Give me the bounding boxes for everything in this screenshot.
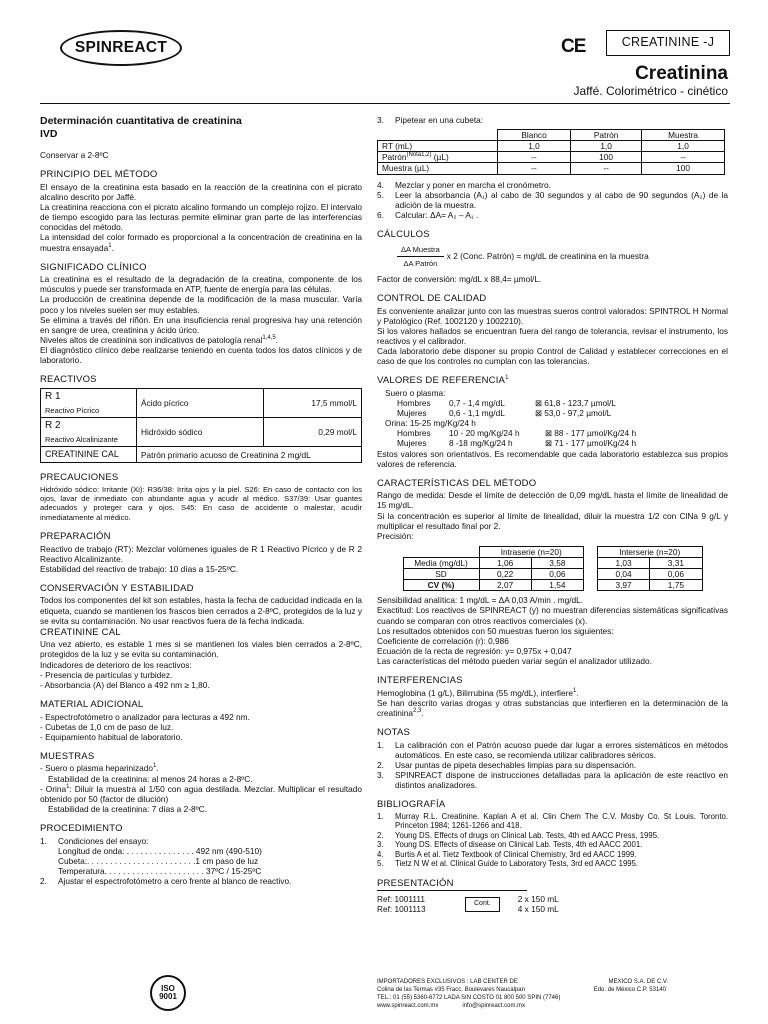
cal-heading: CREATININE CAL: [40, 626, 121, 638]
cubeta-cell: 100: [642, 163, 725, 174]
ref-value: 8 -18 mg/Kg/24 h: [449, 438, 513, 449]
ref-label: Hombres: [397, 428, 431, 439]
resultados: Los resultados obtenidos con 50 muestras fueron los siguientes:: [377, 625, 614, 636]
reactivo-code-cell: [41, 418, 137, 447]
biblio-ref-2: Young DS. Effects of drugs on Clinical Lab. Tests, 4th ed AACC Press, 1995.: [395, 830, 660, 840]
step-5: Leer la absorbancia (A₁) al cabo de 30 segundos y al cabo de 90 segundos (A₂) de la adición de la muestra.: [395, 189, 728, 210]
cubeta-header-patron: Patrón: [571, 130, 642, 141]
table-row: [378, 163, 725, 174]
notas-list: [377, 740, 728, 791]
muestras-item-2-sup: 1: [66, 783, 70, 790]
pres-volume-2: 4 x 150 mL: [517, 904, 559, 915]
logo-text: SPINREACT: [74, 38, 168, 56]
control-p2: Si los valores hallados se encuentran fuera del rango de tolerancia, revisar el instrumento, los reactivos y el calibrador.: [377, 325, 728, 346]
table-row: [41, 418, 362, 447]
presentacion-refs: [377, 894, 465, 914]
procedimiento-list-2: [40, 876, 362, 886]
table-header-row: [378, 130, 725, 141]
correlacion: Coeficiente de correlación (r): 0,986: [377, 635, 509, 646]
steps-list: [377, 115, 728, 125]
preparacion-stability: Estabilidad del reactivo de trabajo: 10 días a 15-25ºC.: [40, 563, 239, 574]
ref-row-hombres-suero: [377, 398, 728, 408]
muestras-item-2: [40, 784, 362, 804]
reactivos-heading: REACTIVOS: [40, 374, 97, 386]
precision-cell: 0,06: [650, 569, 702, 580]
left-column: [40, 115, 362, 886]
cubeta-header-empty: [378, 130, 498, 141]
cubeta-cell: 1,0: [571, 141, 642, 152]
biblio-ref-3: Young DS. Effects of disease on Clinical Lab. Tests, 4th ed AACC 2001.: [395, 840, 643, 850]
significado-p2: La producción de creatinina depende de la modificación de la masa muscular. Varía poco y los niveles suelen ser muy estables.: [40, 294, 362, 315]
ref-value-si: ⊠ 53,0 - 97,2 µmol/L: [535, 408, 612, 419]
conservacion-text: Todos los componentes del kit son estables, hasta la fecha de caducidad indicada en la etiqueta, cuando se mantienen los frascos bien cerrados a 2-8ºC, protegidos de la luz y se evita su contaminación. No usar reactivos fuera de la fecha indicada.: [40, 595, 362, 626]
reactivo-comp: Patrón primario acuoso de Creatinina 2 mg/dL: [137, 447, 362, 463]
doc-title-line-2: IVD: [40, 127, 58, 140]
interferencias-p1-sup: 1: [573, 687, 577, 694]
ref-value: 0,7 - 1,4 mg/dL: [449, 398, 505, 409]
ref-value-si: ⊠ 61,8 - 123,7 µmol/L: [535, 398, 616, 409]
list-item: 2. Ajustar el espectrofotómetro a cero frente al blanco de reactivo.: [40, 876, 362, 886]
valores-heading: [377, 375, 728, 387]
principio-p2: La creatinina reacciona con el picrato alcalino formando un complejo rojizo. El intervalo de tiempo escogido para las lecturas permite eliminar gran parte de las interferencias conocidas del método.: [40, 202, 362, 233]
interferencias-p2-text: Se han descrito varias drogas y otras substancias que interfieren en la determinación de la creatinina: [377, 697, 728, 718]
page-subtitle: Jaffé. Colorimétrico - cinético: [573, 84, 728, 98]
footer-phone: TEL.: 01 (55) 5360-6772 LADA SIN COSTO 01 800 500 SPIN (7746): [377, 994, 561, 1001]
cubeta-row-label: [378, 152, 498, 163]
significado-p1: La creatinina es el resultado de la degradación de la creatina, componente de los músculos y puede ser transformada en ATP, fuente de energía para las células.: [40, 274, 362, 295]
precision-cell: 1,75: [650, 580, 702, 591]
muestras-item-1-stability: Estabilidad de la creatinina: al menos 24 horas a 2-8ºC.: [48, 773, 253, 784]
precision-gap: [583, 558, 597, 569]
indicadores-title: Indicadores de deterioro de los reactivos:: [40, 659, 192, 670]
step-6: Calcular: ΔA= A₂ – A₁ .: [395, 209, 479, 220]
footer-row: [377, 987, 728, 995]
biblio-ref-1: Murray R.L. Creatinine. Kaplan A et al. Clin Chem The C.V. Mosby Co. St Louis. Toronto. Princeton 1984; 1261-1266 and 418.: [395, 811, 728, 831]
reactivos-table: [40, 388, 362, 464]
bibliografia-heading: BIBLIOGRAFÍA: [377, 799, 446, 811]
cubeta-cell: --: [498, 163, 571, 174]
control-heading: CONTROL DE CALIDAD: [377, 292, 487, 304]
presentacion-block: [377, 894, 728, 914]
formula-numerator: ΔA Muestra: [397, 245, 444, 257]
nota-1: La calibración con el Patrón acuoso puede dar lugar a errores sistemáticos en métodos automáticos. En este caso, se recomienda utilizar calibradores séricos.: [395, 739, 728, 760]
reactivo-code-cell: [41, 447, 137, 463]
control-p3: Cada laboratorio debe disponer su propio Control de Calidad y establecer correcciones en el caso de que los controles no cumplan con las tolerancias.: [377, 345, 728, 367]
calculation-formula: [397, 245, 728, 268]
footer-email[interactable]: info@spinreact.com.mx: [462, 1002, 526, 1009]
table-row: [41, 388, 362, 417]
bibliografia-list: [377, 812, 728, 869]
valores-heading-sup: 1: [505, 375, 509, 382]
list-item: 5. Tietz N W et al. Clinical Guide to Laboratory Tests, 3rd ed AACC 1995.: [377, 859, 728, 869]
cal-text: Una vez abierto, es estable 1 mes si se mantienen los viales bien cerrados a 2-8ºC, protegidos de la luz y se evita su contaminación.: [40, 639, 362, 660]
caracteristicas-final: Las características del método pueden variar según el analizador utilizado.: [377, 656, 652, 667]
conversion-factor: Factor de conversión: mg/dL x 88,4= µmol/L.: [377, 273, 542, 284]
reactivo-value: 0,29 mol/L: [263, 418, 361, 447]
ref-label: Mujeres: [397, 438, 427, 449]
principio-heading: PRINCIPIO DEL MÉTODO: [40, 169, 158, 181]
indicadores-item-1: - Presencia de partículas y turbidez.: [40, 669, 173, 680]
footer-importer-info: [377, 979, 728, 1011]
proc-step-2: Ajustar el espectrofotómetro a cero frente al blanco de reactivo.: [58, 875, 292, 886]
ref-value-si: ⊠ 71 - 177 µmol/Kg/24 h: [545, 438, 637, 449]
step-4: Mezclar y poner en marcha el cronómetro.: [395, 179, 551, 190]
list-item: 6. Calcular: ΔA= A₂ – A₁ .: [377, 210, 728, 220]
nota-2: Usar puntas de pipeta desechables limpias para su dispensación.: [395, 759, 637, 770]
table-row: [403, 558, 702, 569]
calculos-heading: CÁLCULOS: [377, 228, 430, 240]
table-row: [378, 152, 725, 163]
proc-step-1: Condiciones del ensayo:: [58, 835, 149, 846]
exactitud: Exactitud: Los reactivos de SPINREACT (y) no muestran diferencias sistemáticas significativas cuando se comparan con otros reactivos comerciales (x).: [377, 605, 728, 626]
precision-label: Precisión:: [377, 530, 414, 541]
orina-label: Orina: 15-25 mg/Kg/24 h: [385, 418, 476, 429]
muestras-item-2-label: - Orina: [40, 783, 67, 794]
ref-label: Hombres: [397, 398, 431, 409]
precision-table: [403, 546, 703, 591]
muestras-item-1-text: - Suero o plasma heparinizado: [40, 763, 153, 774]
biblio-ref-4: Burtis A et al. Tietz Textbook of Clinical Chemistry, 3rd ed AACC 1999.: [395, 849, 637, 859]
interferencias-p1-text: Hemoglobina (1 g/L), Bilirrubina (55 mg/dL), interfiere: [377, 687, 573, 698]
reactivo-comp: Hidróxido sódico: [137, 418, 264, 447]
product-code-box: CREATININE -J: [606, 30, 730, 56]
regresion: Ecuación de la recta de regresión: y= 0,975x + 0,047: [377, 645, 572, 656]
ref-1001111: Ref: 1001111: [377, 894, 425, 905]
cubeta-header-blanco: Blanco: [498, 130, 571, 141]
reactivo-code: R 1: [45, 390, 61, 402]
reactivo-code-cell: [41, 388, 137, 417]
valores-note: Estos valores son orientativos. Es recomendable que cada laboratorio establezca sus propios valores de referencia.: [377, 448, 728, 469]
principio-p3: La intensidad del color formado es proporcional a la concentración de creatinina en la muestra ensayada$^1$.: [40, 232, 362, 253]
procedimiento-heading: PROCEDIMIENTO: [40, 822, 123, 834]
ref-value: 0,6 - 1,1 mg/dL: [449, 408, 505, 419]
precision-cell: 1,06: [479, 558, 531, 569]
indicadores-item-2: - Absorbancia (A) del Blanco a 492 nm ≥ 1,80.: [40, 679, 210, 690]
cubeta-header-muestra: Muestra: [642, 130, 725, 141]
material-item-1: - Espectrofotómetro o analizador para lecturas a 492 nm.: [40, 711, 250, 722]
precauciones-heading: PRECAUCIONES: [40, 472, 119, 484]
list-item: 5. Leer la absorbancia (A₁) al cabo de 30 segundos y al cabo de 90 segundos (A₂) de la adición de la muestra.: [377, 189, 728, 210]
precision-cell: 0,22: [479, 569, 531, 580]
precision-cell: 0,04: [597, 569, 649, 580]
muestras-item-1-sup: 1: [153, 763, 157, 770]
significado-p4: Niveles altos de creatinina son indicativos de patología renal$^{1,4,5}$.: [40, 334, 278, 345]
caracteristicas-p1: Rango de medida: Desde el límite de detección de 0,09 mg/dL hasta el límite de linealidad de 15 mg/dL.: [377, 490, 728, 511]
precision-cell: 3,97: [597, 580, 649, 591]
proc-condition-temperature: Temperatura. . . . . . . . . . . . . . . . . . . . . . 37ºC / 15-25ºC: [58, 865, 262, 876]
precision-header-empty: [403, 546, 479, 557]
interferencias-p1: Hemoglobina (1 g/L), Bilirrubina (55 mg/dL), interfiere$^1$.: [377, 687, 579, 698]
precision-cell: 1,03: [597, 558, 649, 569]
precision-cell: 2,07: [479, 580, 531, 591]
spinreact-logo: [60, 30, 182, 66]
muestras-heading: MUESTRAS: [40, 750, 95, 762]
precision-header-intra: Intraserie (n=20): [479, 546, 583, 557]
muestras-item-1: - Suero o plasma heparinizado$^1$.: [40, 763, 159, 774]
precision-row-label: CV (%): [403, 580, 479, 591]
notas-heading: NOTAS: [377, 727, 411, 739]
precision-cell: 3,58: [531, 558, 583, 569]
caracteristicas-p2: Si la concentración es superior al límite de linealidad, diluir la muestra 1/2 con ClNa 9 g/L y multiplicar el resultado final por 2.: [377, 510, 728, 531]
ce-mark-icon: CE: [561, 36, 586, 57]
table-row: [41, 447, 362, 463]
reactivo-comp: Ácido pícrico: [137, 388, 264, 417]
material-item-2: - Cubetas de 1,0 cm de paso de luz.: [40, 721, 174, 732]
cubeta-row-label: Muestra (µL): [378, 163, 498, 174]
patron-sup: (Nota1,2): [406, 152, 432, 159]
formula-fraction: [397, 245, 444, 268]
formula-denominator: ΔA Patrón: [403, 258, 438, 268]
list-item: 4. Mezclar y poner en marcha el cronómetro.: [377, 180, 728, 190]
list-item: 1. Condiciones del ensayo:: [40, 836, 362, 846]
cubeta-cell: --: [642, 152, 725, 163]
suero-label: Suero o plasma:: [385, 387, 446, 398]
right-column: [377, 115, 728, 915]
reactivo-name: Reactivo Alcalinizante: [45, 435, 118, 445]
cubeta-cell: 1,0: [642, 141, 725, 152]
table-row: [403, 580, 702, 591]
list-item: 4. Burtis A et al. Tietz Textbook of Clinical Chemistry, 3rd ed AACC 1999.: [377, 850, 728, 860]
ref-row-hombres-orina: [377, 428, 728, 438]
footer-row: [377, 979, 728, 987]
interferencias-heading: INTERFERENCIAS: [377, 675, 463, 687]
patron-unit: (µL): [433, 152, 449, 163]
procedimiento-list: [40, 836, 362, 846]
page-title: Creatinina: [635, 63, 728, 84]
control-p1: Es conveniente analizar junto con las muestras sueros control valorados: SPINTROL H Normal y Patológico (Ref. 1002120 y 1002210).: [377, 305, 728, 326]
material-heading: MATERIAL ADICIONAL: [40, 698, 144, 710]
footer-importer: IMPORTADORES EXCLUSIVOS : LAB CENTER DE: [377, 979, 518, 985]
ref-value: 10 - 20 mg/Kg/24 h: [449, 428, 520, 439]
precision-cell: 1,54: [531, 580, 583, 591]
footer-state: Edo. de México C.P. 53140: [593, 986, 666, 993]
cubeta-cell: 100: [571, 152, 642, 163]
list-item: 2. Young DS. Effects of drugs on Clinical Lab. Tests, 4th ed AACC Press, 1995.: [377, 831, 728, 841]
significado-p5: El diagnóstico clínico debe realizarse teniendo en cuenta todos los datos clínicos y de laboratorio.: [40, 344, 362, 366]
cubeta-cell: --: [498, 152, 571, 163]
precision-gap: [583, 546, 597, 557]
list-item: 3. SPINREACT dispone de instrucciones detalladas para la aplicación de este reactivo en distintos analizadores.: [377, 769, 728, 791]
list-item: 2. Usar puntas de pipeta desechables limpias para su dispensación.: [377, 760, 728, 770]
footer-row: [377, 1003, 728, 1011]
document-heading: [40, 115, 362, 140]
precision-gap: [583, 569, 597, 580]
cubeta-cell: 1,0: [498, 141, 571, 152]
precauciones-text: Hidróxido sódico: Irritante (Xi): R36/38: Irrita ojos y la piel. S26: En caso de contacto con los ojos, lavar de inmediato con abundante agua y acudir al médico. S37/39: Usar guantes adecuados y proteger cara y ojos. S45: En caso de accidente o malestar, acudir inmediatamente al médico.: [40, 484, 362, 522]
precision-gap: [583, 580, 597, 591]
table-row: [378, 141, 725, 152]
precision-cell: 0,06: [531, 569, 583, 580]
sensibilidad: Sensibilidad analítica: 1 mg/dL = ΔA 0,03 A/min . mg/dL.: [377, 595, 584, 606]
precision-row-label: SD: [403, 569, 479, 580]
conservacion-heading: CONSERVACIÓN Y ESTABILIDAD: [40, 582, 194, 594]
cubeta-row-label: RT (mL): [378, 141, 498, 152]
presentacion-rule: [377, 890, 527, 891]
footer-website[interactable]: www.spinreact.com.mx: [377, 1002, 439, 1009]
material-item-3: - Equipamiento habitual de laboratorio.: [40, 731, 183, 742]
valores-heading-text: VALORES DE REFERENCIA: [377, 375, 506, 387]
nota-3: SPINREACT dispone de instrucciones detalladas para la aplicación de este reactivo en distintos analizadores.: [395, 769, 728, 791]
biblio-ref-5: Tietz N W et al. Clinical Guide to Laboratory Tests, 3rd ed AACC 1995.: [395, 859, 639, 869]
patron-label: Patrón: [382, 152, 407, 163]
interferencias-p2-sup: 2,3: [412, 708, 422, 715]
caracteristicas-heading: CARACTERÍSTICAS DEL MÉTODO: [377, 477, 537, 489]
precision-row-label: Media (mg/dL): [403, 558, 479, 569]
reactivo-name: Reactivo Pícrico: [45, 405, 100, 415]
presentacion-heading: PRESENTACIÓN: [377, 877, 454, 889]
preparacion-text: Reactivo de trabajo (RT): Mezclar volúmenes iguales de R 1 Reactivo Pícrico y de R 2 Reactivo Alcalinizante.: [40, 543, 362, 564]
footer-company: MEXICO S.A. DE C.V.: [608, 979, 668, 985]
ref-label: Mujeres: [397, 408, 427, 419]
cubeta-table: [377, 129, 725, 174]
list-item: 3. Pipetear en una cubeta:: [377, 115, 728, 125]
reactivo-code: CREATININE CAL: [45, 449, 119, 460]
preparacion-heading: PREPARACIÓN: [40, 530, 111, 542]
step-3: Pipetear en una cubeta:: [395, 115, 484, 125]
iso-label: ISO: [161, 984, 175, 993]
table-row: [403, 569, 702, 580]
reactivo-value: 17,5 mmol/L: [263, 388, 361, 417]
doc-title-line-1: Determinación cuantitativa de creatinina: [40, 115, 242, 127]
cubeta-cell: --: [571, 163, 642, 174]
principio-p3-sup: 1: [108, 242, 112, 249]
proc-condition-wavelength: Longitud de onda: . . . . . . . . . . . . . . . 492 nm (490-510): [58, 845, 262, 856]
principio-p3-text: La intensidad del color formado es proporcional a la concentración de creatinina en la muestra ensayada: [40, 232, 362, 253]
cont-box: Cont.: [465, 897, 500, 912]
steps-list-2: [377, 180, 728, 220]
header-divider: [40, 103, 730, 104]
significado-heading: SIGNIFICADO CLÍNICO: [40, 261, 147, 273]
principio-p1: El ensayo de la creatinina esta basado en la reacción de la creatinina con el picrato alcalino descrito por Jaffé.: [40, 181, 362, 202]
reactivo-code: R 2: [45, 420, 61, 432]
iso-number: 9001: [159, 992, 177, 1001]
table-header-row: [403, 546, 702, 557]
formula-rest: x 2 (Conc. Patrón) = mg/dL de creatinina en la muestra: [446, 251, 649, 262]
iso-9001-seal: [150, 975, 186, 1011]
significado-p4-text: Niveles altos de creatinina son indicativos de patología renal: [40, 334, 263, 345]
storage-note: Conservar a 2-8ºC: [40, 150, 109, 161]
presentacion-volumes: [518, 894, 559, 914]
proc-condition-cuvette: Cubeta:. . . . . . . . . . . . . . . . . . . . . . . .1 cm paso de luz: [58, 855, 259, 866]
significado-p3: Se elimina a través del riñón. En una insuficiencia renal progresiva hay una retención en sangre de urea, creatinina y ácido úrico.: [40, 314, 362, 335]
interferencias-p2: Se han descrito varias drogas y otras substancias que interfieren en la determinación de la creatinina$^{2,3}$.: [377, 697, 728, 718]
significado-p4-sup: 1,4,5: [262, 335, 276, 342]
muestras-item-2-text: : Diluir la muestra al 1/50 con agua destilada. Mezclar. Multiplicar el resultado obtenido por 50 (factor de dilución): [40, 783, 363, 804]
ref-row-mujeres-orina: [377, 438, 728, 448]
list-item: 1. Murray R.L. Creatinine. Kaplan A et al. Clin Chem The C.V. Mosby Co. St Louis. Toronto. Princeton 1984; 1261-1266 and 418.: [377, 811, 728, 831]
ref-value-si: ⊠ 88 - 177 µmol/Kg/24 h: [545, 428, 637, 439]
muestras-item-2-stability: Estabilidad de la creatinina: 7 días a 2-8ºC.: [48, 803, 207, 814]
pres-volume-1: 2 x 150 mL: [517, 894, 559, 905]
list-item: 3. Young DS. Effects of disease on Clinical Lab. Tests, 4th ed AACC 2001.: [377, 840, 728, 850]
list-item: 1. La calibración con el Patrón acuoso puede dar lugar a errores sistemáticos en métodos automáticos. En este caso, se recomienda utilizar calibradores séricos.: [377, 739, 728, 760]
ref-1001113: Ref: 1001113: [377, 904, 426, 915]
ref-row-mujeres-suero: [377, 408, 728, 418]
precision-header-inter: Interserie (n=20): [597, 546, 702, 557]
precision-cell: 3,31: [650, 558, 702, 569]
footer-address: Colina de las Termas #35 Fracc. Boulevares Naucalpan: [377, 986, 525, 993]
